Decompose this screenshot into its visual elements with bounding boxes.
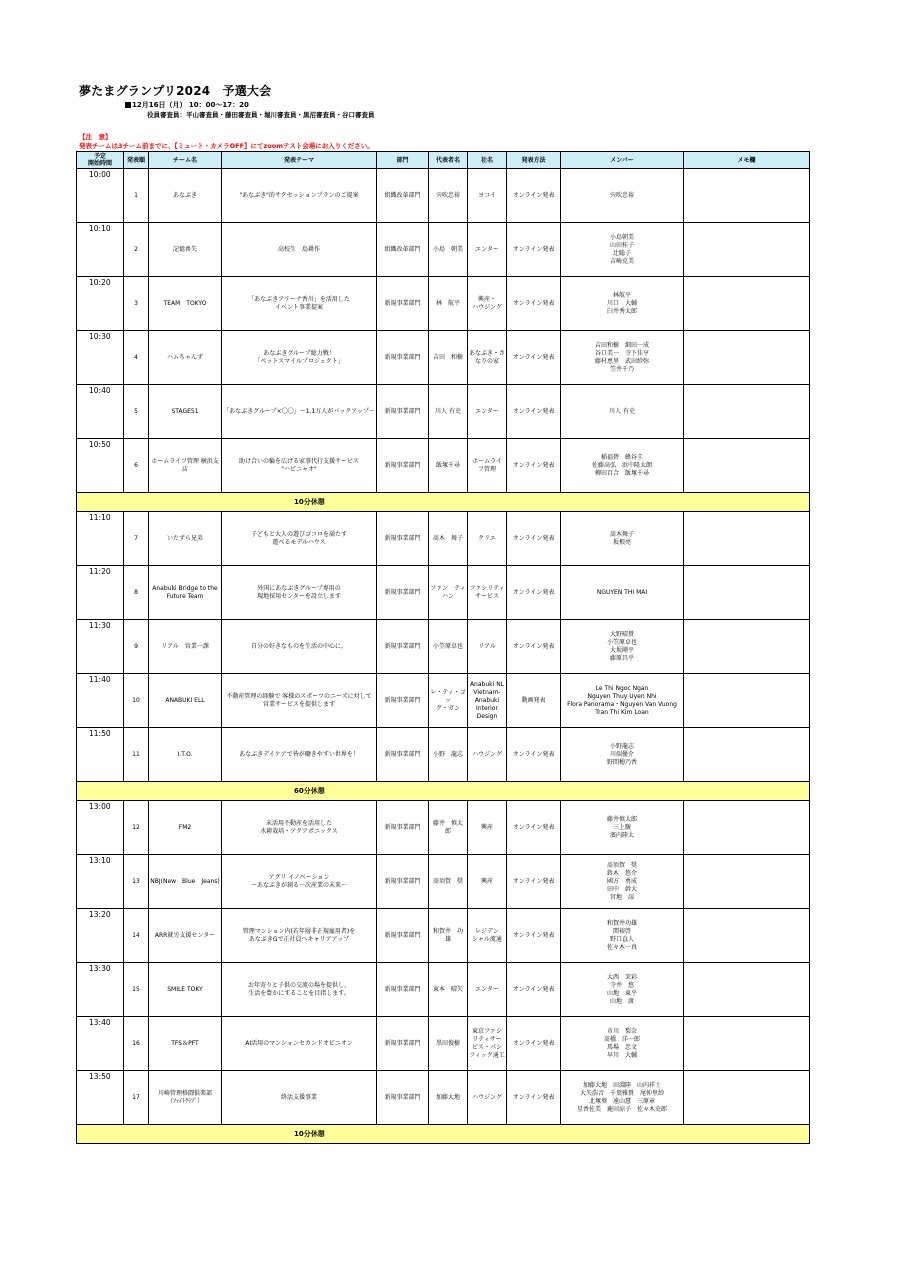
members-cell: 藤井慎太郎 三上駿 濱内陸太 (561, 801, 684, 855)
company-cell: ハウジング (468, 1071, 507, 1125)
company-cell: あなぶき・さ なりの家 (468, 331, 507, 385)
order-cell: 6 (124, 439, 149, 493)
order-cell: 5 (124, 385, 149, 439)
team-name-cell: Anabuki Bridge to the Future Team (149, 566, 222, 620)
table-row (77, 855, 810, 909)
table-row (77, 1071, 810, 1125)
company-cell: ホームライ フ管理 (468, 439, 507, 493)
team-name-cell: I.T.O. (149, 728, 222, 782)
dept-cell: 新規事業部門 (377, 566, 429, 620)
memo-cell[interactable] (684, 512, 810, 566)
time-cell: 13:30 (77, 963, 124, 1017)
time-cell: 11:30 (77, 620, 124, 674)
dept-cell: 新規事業部門 (377, 728, 429, 782)
order-cell: 8 (124, 566, 149, 620)
team-name-cell: FM2 (149, 801, 222, 855)
rep-cell: 林 航平 (429, 277, 468, 331)
break-label: 10分休憩 (77, 1125, 810, 1144)
company-cell: ハウジング (468, 728, 507, 782)
members-cell: Le Thi Ngoc Ngan Nguyen Thuy Uyen Nhi Flora Panorama・Nguyen Van Vuong Tran Thi Kim Loan (561, 674, 684, 728)
rep-cell: 黒田俊樹 (429, 1017, 468, 1071)
col-header-members: メンバー (561, 152, 684, 169)
order-cell: 4 (124, 331, 149, 385)
table-row (77, 728, 810, 782)
company-cell: 興産 (468, 855, 507, 909)
order-cell: 12 (124, 801, 149, 855)
break-row (77, 782, 810, 801)
time-cell: 10:00 (77, 169, 124, 223)
memo-cell[interactable] (684, 909, 810, 963)
dept-cell: 新規事業部門 (377, 512, 429, 566)
members-cell: 加藤大地 田淵陸 山内祥士 大矢浩音 千葉雅貴 尾仲里紗 北塚葵 遠山慧 三原章 星香佐美 鹿田涼子 佐々木史郎 (561, 1071, 684, 1125)
rep-cell: 小島 朝美 (429, 223, 468, 277)
rep-cell: 和賀井 功 雄 (429, 909, 468, 963)
dept-cell: 新規事業部門 (377, 1017, 429, 1071)
theme-cell: 自分の好きなものを生活の中心に。 (222, 620, 377, 674)
col-header-method: 発表方法 (507, 152, 561, 169)
members-cell: 和賀井功雄 関裕啓 野口直人 佐々木一真 (561, 909, 684, 963)
table-row (77, 385, 810, 439)
rep-cell: 藤井 慎太 郎 (429, 801, 468, 855)
team-name-cell: ハムちゃんず (149, 331, 222, 385)
theme-cell: 管理マンション内(若年層非正規雇用者)を あなぶきGで正社員へキャリアアップ (222, 909, 377, 963)
team-name-cell: NBJ(New Blue Jeans) (149, 855, 222, 909)
time-cell: 10:40 (77, 385, 124, 439)
method-cell: オンライン発表 (507, 728, 561, 782)
company-cell: エンター (468, 223, 507, 277)
memo-cell[interactable] (684, 620, 810, 674)
members-cell: 吉田和樹 細田一成 谷口美一 寺下佳亨 藤村恵里 武田紗弥 笠井千乃 (561, 331, 684, 385)
break-label: 60分休憩 (77, 782, 810, 801)
dept-cell: 新規事業部門 (377, 674, 429, 728)
company-cell: レジデン シャル流通 (468, 909, 507, 963)
rep-cell: 髙須賀 奨 (429, 855, 468, 909)
rep-cell: 小野 龍志 (429, 728, 468, 782)
team-name-cell: TEAM TOKYO (149, 277, 222, 331)
team-name-cell: 川崎管理格闘倶楽部 （ﾌｧｲﾄｸﾗﾌﾞ） (149, 1071, 222, 1125)
table-row (77, 674, 810, 728)
col-header-dept: 部門 (377, 152, 429, 169)
col-header-company: 社名 (468, 152, 507, 169)
method-cell: オンライン発表 (507, 331, 561, 385)
method-cell: オンライン発表 (507, 855, 561, 909)
members-cell: 稲福碧 蜂谷圭 佐藤高弘 浜中隆太朗 柳田百合 飯塚千尋 (561, 439, 684, 493)
memo-cell[interactable] (684, 439, 810, 493)
order-cell: 13 (124, 855, 149, 909)
rep-cell: 髙木 舞子 (429, 512, 468, 566)
order-cell: 3 (124, 277, 149, 331)
break-row (77, 493, 810, 512)
dept-cell: 組織改革部門 (377, 223, 429, 277)
company-cell: エンター (468, 963, 507, 1017)
company-cell: リアル (468, 620, 507, 674)
col-header-rep: 代表者名 (429, 152, 468, 169)
dept-cell: 新規事業部門 (377, 620, 429, 674)
notice-heading: 【注 意】 (79, 133, 112, 141)
members-cell: 林航平 川口 大輔 臼井秀太郎 (561, 277, 684, 331)
company-cell: ヨコイ (468, 169, 507, 223)
dept-cell: 新規事業部門 (377, 385, 429, 439)
page-title: 夢たまグランプリ2024 予選大会 (79, 84, 272, 98)
memo-cell[interactable] (684, 1071, 810, 1125)
time-cell: 11:40 (77, 674, 124, 728)
team-name-cell: リアル 営業一課 (149, 620, 222, 674)
method-cell: オンライン発表 (507, 385, 561, 439)
order-cell: 14 (124, 909, 149, 963)
theme-cell: 不動産管理の経験で 客様のスポーツのニーズに対して 営業サービスを提供します (222, 674, 377, 728)
time-cell: 10:20 (77, 277, 124, 331)
rep-cell: 飯塚千尋 (429, 439, 468, 493)
rep-cell: 吉田 和樹 (429, 331, 468, 385)
method-cell: オンライン発表 (507, 512, 561, 566)
team-name-cell: STAGE51 (149, 385, 222, 439)
team-name-cell: あなぶき (149, 169, 222, 223)
method-cell: オンライン発表 (507, 277, 561, 331)
memo-cell[interactable] (684, 223, 810, 277)
time-cell: 13:20 (77, 909, 124, 963)
theme-cell: あなぶきグループ総力戦！ 「ペットスマイルプロジェクト」 (222, 331, 377, 385)
rep-cell: 加藤大地 (429, 1071, 468, 1125)
dept-cell: 新規事業部門 (377, 909, 429, 963)
memo-cell[interactable] (684, 855, 810, 909)
team-name-cell: 記憶喪失 (149, 223, 222, 277)
memo-cell[interactable] (684, 674, 810, 728)
table-row (77, 223, 810, 277)
company-cell: 東京ファシ リティサー ビス・パシ フィック通工 (468, 1017, 507, 1071)
team-name-cell: TFS＆PFT (149, 1017, 222, 1071)
team-name-cell: ホームライフ管理 横浜支店 (149, 439, 222, 493)
table-row (77, 1017, 810, 1071)
dept-cell: 新規事業部門 (377, 331, 429, 385)
rep-cell: 川人 有史 (429, 385, 468, 439)
col-header-memo: メモ欄 (684, 152, 810, 169)
method-cell: オンライン発表 (507, 566, 561, 620)
method-cell: オンライン発表 (507, 169, 561, 223)
event-date (125, 100, 249, 110)
members-cell: 市川 梨奈 髙橋 洋一郎 馬場 忠文 早川 大輔 (561, 1017, 684, 1071)
order-cell: 9 (124, 620, 149, 674)
method-cell: オンライン発表 (507, 1071, 561, 1125)
members-cell: 小野龍志 川端優介 野間穂乃香 (561, 728, 684, 782)
col-header-theme: 発表テーマ (222, 152, 377, 169)
theme-cell: "あなぶき"的サクセッションプランのご提案 (222, 169, 377, 223)
theme-cell: 未活用不動産を活用した 水耕栽培・アクアポニックス (222, 801, 377, 855)
team-name-cell: ANABUKI ELL (149, 674, 222, 728)
time-cell: 10:30 (77, 331, 124, 385)
time-cell: 13:40 (77, 1017, 124, 1071)
order-cell: 16 (124, 1017, 149, 1071)
memo-cell[interactable] (684, 169, 810, 223)
time-cell: 13:10 (77, 855, 124, 909)
memo-cell[interactable] (684, 1017, 810, 1071)
method-cell: オンライン発表 (507, 909, 561, 963)
order-cell: 7 (124, 512, 149, 566)
dept-cell: 組織改革部門 (377, 169, 429, 223)
method-cell: 動画発表 (507, 674, 561, 728)
table-row (77, 620, 810, 674)
memo-cell[interactable] (684, 277, 810, 331)
team-name-cell: いたずら兄弟 (149, 512, 222, 566)
table-row (77, 909, 810, 963)
members-cell: 髙須賀 奨 鈴木 悠介 國方 勇成 田中 幹大 宮地 諒 (561, 855, 684, 909)
theme-cell: 「あなぶきアリーナ香川」を活用した イベント事業提案 (222, 277, 377, 331)
col-header-time: 予定 開始時間 (77, 152, 124, 169)
method-cell: オンライン発表 (507, 620, 561, 674)
members-cell: 小島朝美 山田桂子 辻聡子 吉崎克美 (561, 223, 684, 277)
order-cell: 17 (124, 1071, 149, 1125)
dept-cell: 新規事業部門 (377, 439, 429, 493)
order-cell: 11 (124, 728, 149, 782)
table-row (77, 439, 810, 493)
event-date-text: 12月16日（月） 10：00～17：20 (132, 101, 249, 109)
break-row (77, 1125, 810, 1144)
members-cell: 川人 有史 (561, 385, 684, 439)
theme-cell: 終活支援事業 (222, 1071, 377, 1125)
company-cell: Anabuki NL Vietnam- Anabuki Interior Design (468, 674, 507, 728)
theme-cell: アグリ イノベーション ～あなぶきが創る一次産業の未来～ (222, 855, 377, 909)
memo-cell[interactable] (684, 801, 810, 855)
table-row (77, 566, 810, 620)
table-row (77, 169, 810, 223)
memo-cell[interactable] (684, 566, 810, 620)
col-header-team: チーム名 (149, 152, 222, 169)
members-cell: 大西 茉彩 寺井 悠 山地 東平 山地 渡 (561, 963, 684, 1017)
rep-cell: 宍吹忠裕 (429, 169, 468, 223)
company-cell: 興産 (468, 801, 507, 855)
method-cell: オンライン発表 (507, 439, 561, 493)
dept-cell: 新規事業部門 (377, 277, 429, 331)
table-row (77, 801, 810, 855)
memo-cell[interactable] (684, 385, 810, 439)
time-cell: 11:50 (77, 728, 124, 782)
theme-cell: あなぶきデイケアで皆が働きやすい世界を！ (222, 728, 377, 782)
order-cell: 15 (124, 963, 149, 1017)
company-cell: クリエ (468, 512, 507, 566)
time-cell: 11:20 (77, 566, 124, 620)
break-label: 10分休憩 (77, 493, 810, 512)
theme-cell: 外国にあなぶきグループ専用の 現地採用センターを設立します (222, 566, 377, 620)
method-cell: オンライン発表 (507, 963, 561, 1017)
notice-text: 発表チームは3チーム前までに、【ミュート・カメラOFF】にてzoomテスト会場にお入りください。 (79, 142, 374, 150)
theme-cell: 高校生 島耕作 (222, 223, 377, 277)
schedule-body (77, 169, 810, 1144)
company-cell: エンター (468, 385, 507, 439)
method-cell: オンライン発表 (507, 801, 561, 855)
dept-cell: 新規事業部門 (377, 855, 429, 909)
memo-cell[interactable] (684, 331, 810, 385)
method-cell: オンライン発表 (507, 1017, 561, 1071)
table-row (77, 963, 810, 1017)
time-cell: 13:50 (77, 1071, 124, 1125)
table-row (77, 512, 810, 566)
time-cell: 13:00 (77, 801, 124, 855)
theme-cell: お年寄りと子供の交流の場を提供し、 生活を豊かにすることを目指します。 (222, 963, 377, 1017)
table-header-row (77, 152, 810, 169)
company-cell: 興産・ ハウジング (468, 277, 507, 331)
theme-cell: AI活用のマンションセカンドオピニオン (222, 1017, 377, 1071)
theme-cell: 助け合いの輪を広げる家事代行支援サービス "ハピニャオ" (222, 439, 377, 493)
time-cell: 10:10 (77, 223, 124, 277)
members-cell: 大野晴貴 小笠原卓也 大坂剛平 藤原昌平 (561, 620, 684, 674)
judges-list: 役員審査員：平山審査員・藤田審査員・堀川審査員・黒沼審査員・谷口審査員 (147, 111, 375, 119)
theme-cell: 子どもと大人の遊びゴコロを満たす 遊べるモデルハウス (222, 512, 377, 566)
method-cell: オンライン発表 (507, 223, 561, 277)
memo-cell[interactable] (684, 963, 810, 1017)
order-cell: 1 (124, 169, 149, 223)
order-cell: 10 (124, 674, 149, 728)
table-row (77, 331, 810, 385)
rep-cell: ファン ティ ハン (429, 566, 468, 620)
schedule-table (76, 151, 810, 1144)
members-cell: 髙木舞子 坂根亮 (561, 512, 684, 566)
rep-cell: レ・ティ・ゴッ ク・ガン (429, 674, 468, 728)
memo-cell[interactable] (684, 728, 810, 782)
dept-cell: 新規事業部門 (377, 1071, 429, 1125)
dept-cell: 新規事業部門 (377, 801, 429, 855)
dept-cell: 新規事業部門 (377, 963, 429, 1017)
theme-cell: 「あなぶきグループ×〇〇」～1.1万人がバックアップ～ (222, 385, 377, 439)
bullet-square-icon (125, 102, 131, 108)
members-cell: NGUYEN THI MAI (561, 566, 684, 620)
order-cell: 2 (124, 223, 149, 277)
team-name-cell: SMILE TOKY (149, 963, 222, 1017)
rep-cell: 小笠原卓也 (429, 620, 468, 674)
company-cell: ファシリティ サービス (468, 566, 507, 620)
table-row (77, 277, 810, 331)
time-cell: 11:10 (77, 512, 124, 566)
team-name-cell: ARR就労支援センター (149, 909, 222, 963)
members-cell: 宍吹忠裕 (561, 169, 684, 223)
time-cell: 10:50 (77, 439, 124, 493)
col-header-order: 発表順 (124, 152, 149, 169)
rep-cell: 東本 晴矢 (429, 963, 468, 1017)
